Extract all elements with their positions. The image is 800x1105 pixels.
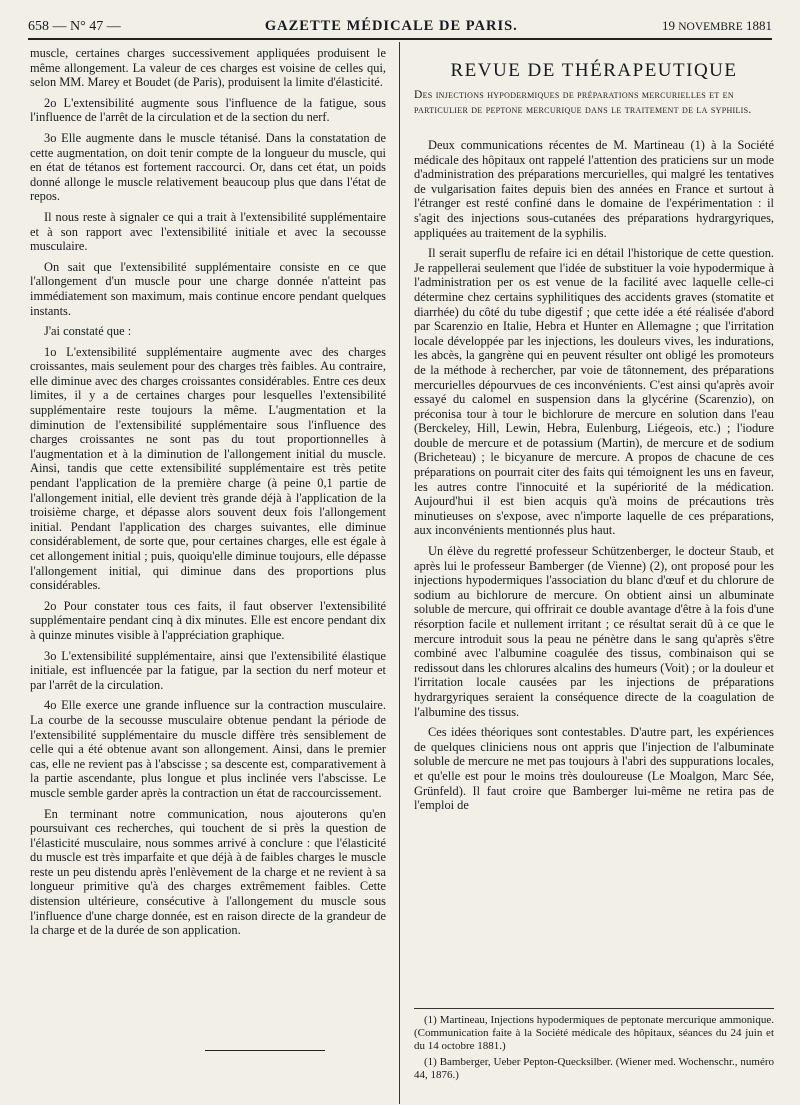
paragraph: En terminant notre communication, nous ajouterons qu'en poursuivant ces recherches, qui touchent de si près la question de l'élasticité musculaire, nous sommes arrivé à conclure : que l'élasticité du muscle est très imparfaite et que déjà à de faibles charges le muscle reste un peu distendu après l'enlèvement de la charge et ne revient à sa longueur primitive qu'à des charges extrêmement faibles. Cette distension ultérieure, consécutive à l'allongement du muscle sous l'influence d'une charge donnée, est en raison directe de la grandeur de la charge et de la durée de son application. [30,806,386,938]
section-title: REVUE DE THÉRAPEUTIQUE [450,60,738,81]
paragraph: 1o L'extensibilité supplémentaire augmente avec des charges croissantes, mais seulement pour des charges très faibles. Au contraire, elle diminue avec des charges croissantes considérables. Entre ces deux limites, il y a de certaines charges pour lesquelles l'extensibilité supplémentaire reste toujours la même. L'augmentation et la diminution de l'extensibilité supplémentaire sous l'influence des charges croissantes ne sont pas du tout proportionnelles à l'augmentation et à la diminution de l'allongement initial du muscle. Ainsi, tandis que cette extensibilité supplémentaire est très petite pendant l'application de la première charge (à peine 0,1 partie de l'allongement initial, elle devient très grande déjà à l'application de la troisième charge, et dépasse alors souvent deux fois l'allongement initial. Pendant l'application des charges suivantes, elle diminue considérablement, de sorte que, pour certaines charges, elle est égale à cet allongement initial ; puis, quoiqu'elle diminue toujours, elle dépasse l'allongement initial, qui diminue dans des proportions plus considérables. [30,344,386,593]
paragraph: J'ai constaté que : [44,324,132,339]
footnotes [414,1014,774,1085]
header-rule [28,38,772,40]
page-header [28,18,772,40]
article-heading: Des injections hypodermiques de préparations mercurielles et en particulier de peptone mercurique dans le traitement de la syphilis. [414,89,752,116]
paragraph: 2o Pour constater tous ces faits, il faut observer l'extensibilité supplémentaire pendant cinq à dix minutes. Elle est encore pendant dix à quinze minutes visible à l'appréciation graphique. [30,598,386,642]
paragraph: 2o L'extensibilité augmente sous l'influence de la fatigue, sous l'influence de l'arrêt de la circulation et de la section du nerf. [30,95,386,125]
paragraph: 4o Elle exerce une grande influence sur la contraction musculaire. La courbe de la secousse musculaire obtenue pendant la période de l'extensibilité supplémentaire du muscle diffère très sensiblement de celle qui a été obtenue avant son allongement. Ainsi, dans le premier cas, elle ne revient pas à l'abscisse ; sa descente est, comparativement à la partie ascendante, plus longue et plus inclinée vers l'abscisse. Le muscle semble garder après la contraction un état de raccourcissement. [30,698,386,800]
right-column [414,46,774,819]
paragraph: 3o L'extensibilité supplémentaire, ainsi que l'extensibilité élastique initiale, est influencée par la fatigue, par la section du nerf moteur et par l'arrêt de la circulation. [30,648,386,692]
paragraph: muscle, certaines charges successivement appliquées produisent le même allongement. La valeur de ces charges est voisine de celles qui, selon MM. Marey et Boudet (de Paris), produisent la limite d'élasticité. [30,46,386,90]
page-number-issue: 658 — N° 47 — [28,19,121,34]
paragraph: Un élève du regretté professeur Schützenberger, le docteur Staub, et après lui le professeur Bamberger (de Vienne) (2), ont proposé pour les injections hypodermiques l'association du blanc d'œuf et du chlorure de sodium au bichlorure de mercure. On obtient ainsi un albuminate soluble de mercure, qui offrirait ce double avantage d'être à la fois d'une résorption facile et nullement irritant ; ce résultat serait dû à ce que le mercure introduit sous la peau ne pénètre dans le sang qu'après s'être combiné avec l'albumine coagulée des tissus, combinaison qui se redissout dans les chlorures alcalins des humeurs (Voit) ; or la douleur et l'irritation locale causées par les injections de préparations hydrargyriques seraient la conséquence directe de la coagulation de l'albumine des tissus. [414,544,774,719]
journal-title: GAZETTE MÉDICALE DE PARIS. [264,18,518,34]
paragraph: 3o Elle augmente dans le muscle tétanisé. Dans la constatation de cette augmentation, on doit tenir compte de la longueur du muscle, qui en état de tétanos est fortement raccourci. Or, dans cet état, un poids donné allonge le muscle relativement beaucoup plus que dans l'état de repos. [30,130,386,204]
left-column [30,46,386,944]
paragraph: Deux communications récentes de M. Martineau (1) à la Société médicale des hôpitaux ont rappelé l'attention des praticiens sur un mode d'administration des préparations mercurielles, qui malgré les tentatives de vulgarisation faites depuis bien des années en France et surtout à l'étranger est resté confiné dans le domaine de l'expérimentation : il s'agit des injections sous-cutanées des préparations hydrargyriques, appliquées au traitement de la syphilis. [414,138,774,240]
footnote-rule [414,1008,774,1009]
footnote: (1) Martineau, Injections hypodermiques de peptonate mercurique ammonique. (Communication faite à la Société médicale des hôpitaux, séances du 24 juin et du 14 octobre 1881.) [414,1014,774,1052]
footnote: (1) Bamberger, Ueber Pepton-Quecksilber. (Wiener med. Wochenschr., numéro 44, 1876.) [414,1056,774,1081]
end-rule [205,1050,325,1051]
paragraph: On sait que l'extensibilité supplémentaire consiste en ce que l'allongement d'un muscle pour une charge donnée n'atteint pas immédiatement son maximum, mais continue encore pendant quelques instants. [30,259,386,318]
issue-date: 19 NOVEMBRE 1881 [661,18,772,33]
paragraph: Il nous reste à signaler ce qui a trait à l'extensibilité supplémentaire et à son rapport avec l'extensibilité initiale et avec la secousse musculaire. [30,209,386,254]
column-divider [399,42,400,1104]
paragraph: Il serait superflu de refaire ici en détail l'historique de cette question. Je rappellerai seulement que l'idée de substituer la voie hypodermique à l'administration per os est venue de la facilité avec laquelle celle-ci détermine chez certains syphilitiques des accidents graves (stomatite et diarrhée) du côté du tube digestif ; que cette idée a été réalisée d'abord par Scarenzio en Italie, Hebra et Hunter en Allemagne ; que l'irritation locale développée par les injections, les douleurs vives, les indurations, les abcès, la gangrène qui en peuvent résulter ont obligé les promoteurs de la méthode à rechercher, par voie de tâtonnement, des préparations mercurielles dépourvues de ces inconvénients. C'est ainsi qu'après avoir essayé du calomel en suspension dans la glycérine (Scarenzio), on préconisa tour à tour le bichlorure de mercure en solution dans l'eau (Berckeley, Hill, Lewin, Hebra, Eulenburg, Liégeois, etc.) ; l'iodure double de mercure et de potassium (Martin), de mercure et de sodium (Bricheteau) ; le bicyanure de mercure. A propos de chacune de ces préparations on pourrait citer des faits qui témoignent les uns en faveur, les autres contre l'innocuité et la supériorité de la médication. Aujourd'hui il est bien acquis qu'à moins de précautions très minutieuses on s'expose, avec n'importe laquelle de ces préparations, aux inconvénients mentionnés plus haut. [414,246,774,538]
paragraph: Ces idées théoriques sont contestables. D'autre part, les expériences de quelques cliniciens nous ont appris que l'injection de l'albuminate soluble de mercure ne met pas toujours à l'abri des suppurations locales, et qu'elle est pour le moins très douloureuse (Le Moalgon, Marc Sée, Grünfeld). Il faut croire que Bamberger lui-même ne retira pas de l'emploi de [414,725,774,813]
